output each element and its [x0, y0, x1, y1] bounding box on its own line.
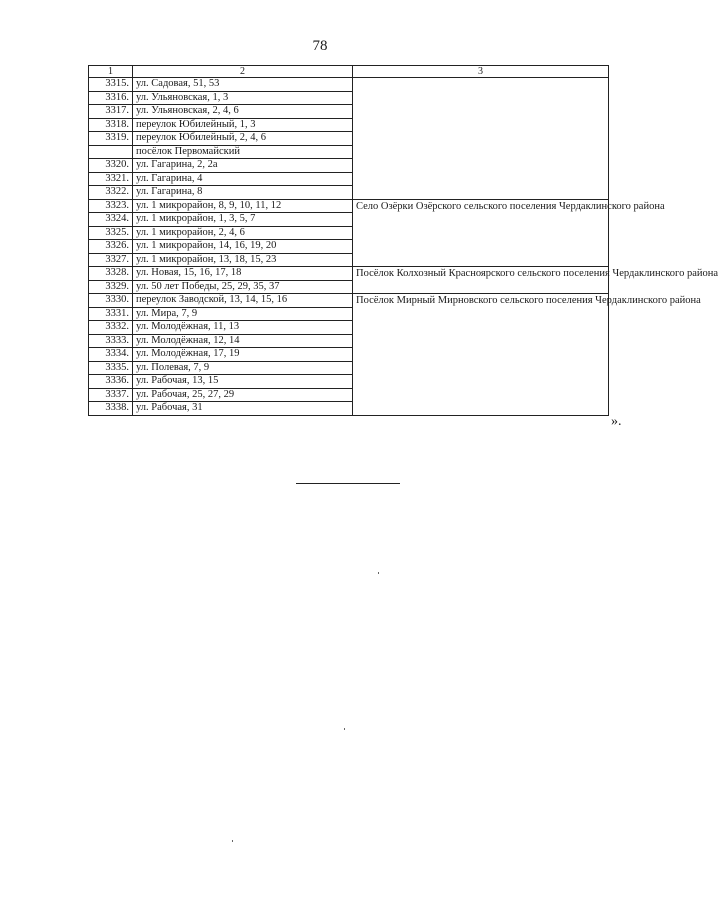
row-number: 3327.: [89, 253, 133, 267]
column-header-1: 1: [89, 66, 133, 78]
row-number: 3321.: [89, 172, 133, 186]
row-address: ул. Молодёжная, 17, 19: [133, 348, 353, 362]
row-address: ул. Садовая, 51, 53: [133, 78, 353, 92]
row-address: посёлок Первомайский: [133, 145, 353, 159]
row-address: ул. 1 микрорайон, 14, 16, 19, 20: [133, 240, 353, 254]
row-address: ул. Рабочая, 13, 15: [133, 375, 353, 389]
row-number: 3317.: [89, 105, 133, 119]
row-address: ул. Молодёжная, 12, 14: [133, 334, 353, 348]
scan-speck: [378, 572, 379, 574]
row-number: 3322.: [89, 186, 133, 200]
row-number: 3320.: [89, 159, 133, 173]
column-header-2: 2: [133, 66, 353, 78]
row-number: 3324.: [89, 213, 133, 227]
row-address: ул. Рабочая, 25, 27, 29: [133, 388, 353, 402]
row-address: ул. 1 микрорайон, 1, 3, 5, 7: [133, 213, 353, 227]
table-row: [89, 294, 609, 308]
row-address: ул. Ульяновская, 1, 3: [133, 91, 353, 105]
row-number: 3319.: [89, 132, 133, 146]
row-address: ул. Новая, 15, 16, 17, 18: [133, 267, 353, 281]
row-address: ул. Гагарина, 2, 2а: [133, 159, 353, 173]
table-row: [89, 78, 609, 92]
row-address: ул. Ульяновская, 2, 4, 6: [133, 105, 353, 119]
row-number: 3318.: [89, 118, 133, 132]
row-address: переулок Заводской, 13, 14, 15, 16: [133, 294, 353, 308]
row-address: ул. 50 лет Победы, 25, 29, 35, 37: [133, 280, 353, 294]
row-number: 3323.: [89, 199, 133, 213]
page-number: 78: [312, 38, 328, 54]
row-number: 3334.: [89, 348, 133, 362]
row-number: 3330.: [89, 294, 133, 308]
row-address: ул. Гагарина, 4: [133, 172, 353, 186]
location-cell: Посёлок Мирный Мирновского сельского поселения Чердаклинского района: [353, 294, 609, 416]
row-number: 3337.: [89, 388, 133, 402]
row-address: ул. Молодёжная, 11, 13: [133, 321, 353, 335]
row-number: 3335.: [89, 361, 133, 375]
row-number: 3316.: [89, 91, 133, 105]
closing-quote-mark: ».: [611, 414, 622, 429]
row-number: 3326.: [89, 240, 133, 254]
row-number: 3329.: [89, 280, 133, 294]
location-cell: [353, 78, 609, 200]
row-address: ул. 1 микрорайон, 2, 4, 6: [133, 226, 353, 240]
row-number: 3331.: [89, 307, 133, 321]
row-address: ул. Гагарина, 8: [133, 186, 353, 200]
row-address: переулок Юбилейный, 2, 4, 6: [133, 132, 353, 146]
row-address: ул. Рабочая, 31: [133, 402, 353, 416]
table-header-row: [89, 66, 609, 78]
scan-speck: [344, 728, 345, 730]
row-number: 3333.: [89, 334, 133, 348]
table-row: [89, 199, 609, 213]
row-number: 3336.: [89, 375, 133, 389]
row-number: [89, 145, 133, 159]
row-number: 3332.: [89, 321, 133, 335]
row-address: ул. Мира, 7, 9: [133, 307, 353, 321]
row-number: 3315.: [89, 78, 133, 92]
location-cell: Посёлок Колхозный Красноярского сельского поселения Чердаклинского района: [353, 267, 609, 294]
row-number: 3328.: [89, 267, 133, 281]
row-address: переулок Юбилейный, 1, 3: [133, 118, 353, 132]
location-cell: Село Озёрки Озёрского сельского поселения Чердаклинского района: [353, 199, 609, 267]
column-header-3: 3: [353, 66, 609, 78]
scan-speck: [232, 840, 233, 842]
row-number: 3325.: [89, 226, 133, 240]
row-address: ул. Полевая, 7, 9: [133, 361, 353, 375]
row-number: 3338.: [89, 402, 133, 416]
table-row: [89, 267, 609, 281]
address-table: [88, 65, 718, 416]
end-divider-line: [296, 483, 400, 484]
row-address: ул. 1 микрорайон, 13, 18, 15, 23: [133, 253, 353, 267]
table-body: [89, 78, 718, 416]
row-address: ул. 1 микрорайон, 8, 9, 10, 11, 12: [133, 199, 353, 213]
